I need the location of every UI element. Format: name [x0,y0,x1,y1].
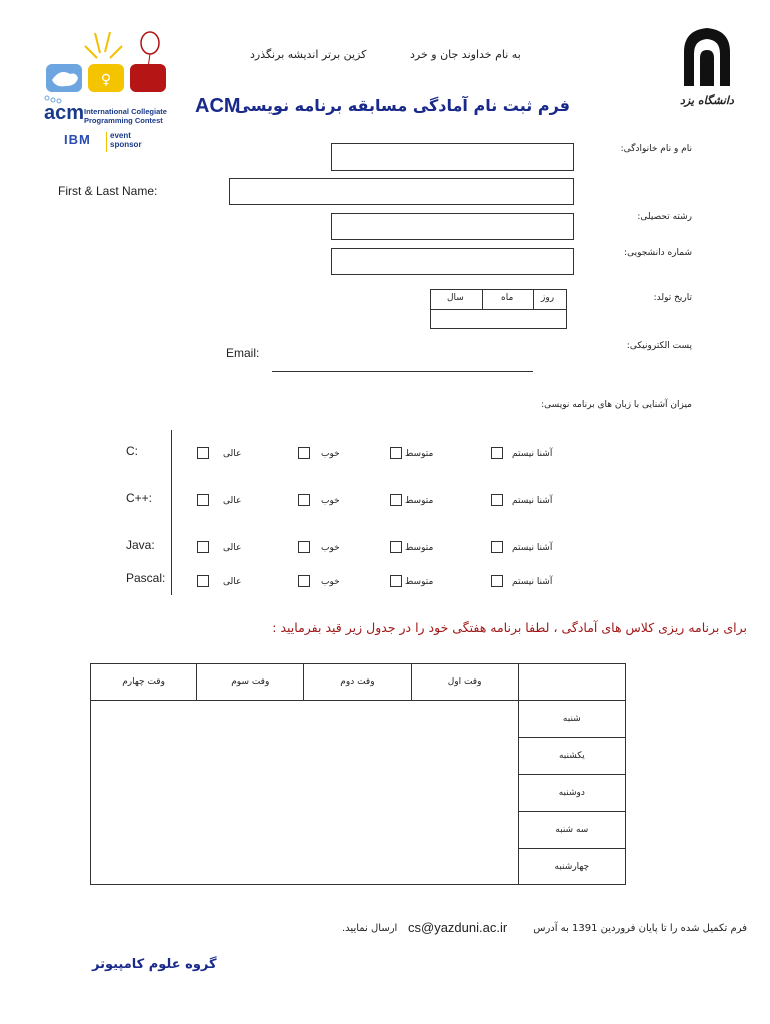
acm-logo [40,28,175,158]
pascal-average-checkbox[interactable] [390,575,402,587]
schedule-time-4: وقت چهارم [91,664,197,701]
java-not-familiar-checkbox[interactable] [491,541,503,553]
pascal-average-label: متوسط [405,577,434,587]
java-average-label: متوسط [405,543,434,553]
c-not-familiar-label: آشنا نیستم [512,449,553,459]
major-label: رشته تحصیلی: [637,212,692,222]
cpp-excellent-label: عالی [223,496,242,506]
full-name-en-label: First & Last Name: [58,184,158,198]
department-name: گروه علوم کامپیوتر [92,957,217,972]
acm-line2: Programming Contest [84,116,163,125]
page-title [195,93,570,123]
birth-year-header: سال [447,293,464,303]
schedule-entry-area[interactable] [91,701,519,885]
schedule-day-saturday: شنبه [518,701,625,738]
birth-date-label: تاریخ تولد: [653,293,692,303]
java-good-checkbox[interactable] [298,541,310,553]
lang-cpp-label: C++: [126,491,153,505]
major-input[interactable] [331,213,574,240]
birth-date-table [430,289,567,329]
java-not-familiar-label: آشنا نیستم [512,543,553,553]
pascal-not-familiar-checkbox[interactable] [491,575,503,587]
birth-date-input[interactable] [431,310,566,328]
ibm-logo: IBM [64,132,91,147]
acm-logo-graphic [40,28,175,108]
acm-wordmark: acm [44,102,85,124]
schedule-day-wednesday: چهارشنبه [518,849,625,885]
yazd-university-logo [676,24,738,114]
email-input-line[interactable] [272,371,533,372]
java-average-checkbox[interactable] [390,541,402,553]
cpp-good-label: خوب [321,496,340,506]
svg-text:♀: ♀ [100,72,112,88]
cpp-good-checkbox[interactable] [298,494,310,506]
yazd-emblem-graphic [676,24,738,94]
birth-date-col-divider-2 [533,290,534,309]
schedule-time-3: وقت سوم [197,664,304,701]
footer-send: ارسال نمایید. [342,923,398,934]
java-excellent-checkbox[interactable] [197,541,209,553]
email-fa-label: پست الکترونیکی: [626,341,692,351]
acm-line1: International Collegiate [84,107,167,116]
full-name-en-input[interactable] [229,178,574,205]
cpp-not-familiar-checkbox[interactable] [491,494,503,506]
student-id-label: شماره دانشجویی: [624,248,692,258]
c-excellent-label: عالی [223,449,242,459]
schedule-time-2: وقت دوم [304,664,411,701]
motto-left: کزین برتر اندیشه برنگذرد [250,48,367,61]
sponsor-divider [106,132,107,152]
schedule-day-tuesday: سه شنبه [518,812,625,849]
c-not-familiar-checkbox[interactable] [491,447,503,459]
skills-vertical-divider [171,430,172,595]
schedule-corner-cell [518,664,625,701]
birth-date-col-divider-1 [482,290,483,309]
student-id-input[interactable] [331,248,574,275]
full-name-fa-label: نام و نام خانوادگی: [620,144,692,154]
lang-c-label: C: [126,444,138,458]
java-good-label: خوب [321,543,340,553]
birth-day-header: روز [541,293,555,303]
c-excellent-checkbox[interactable] [197,447,209,459]
motto-right: به نام خداوند جان و خرد [410,48,521,61]
schedule-table [90,663,626,885]
cpp-excellent-checkbox[interactable] [197,494,209,506]
pascal-excellent-checkbox[interactable] [197,575,209,587]
schedule-time-1: وقت اول [411,664,518,701]
full-name-fa-input[interactable] [331,143,574,171]
birth-month-header: ماه [501,293,514,303]
cpp-average-label: متوسط [405,496,434,506]
yazd-university-text: دانشگاه یزد [680,94,734,107]
cpp-average-checkbox[interactable] [390,494,402,506]
lang-java-label: Java: [126,538,155,552]
email-en-label: Email: [226,346,260,360]
sponsor-line1: event [110,131,131,140]
schedule-day-sunday: یکشنبه [518,738,625,775]
footer-email: cs@yazduni.ac.ir [408,920,508,935]
pascal-good-label: خوب [321,577,340,587]
title-acm: ACM [195,95,241,117]
cpp-not-familiar-label: آشنا نیستم [512,496,553,506]
lang-pascal-label: Pascal: [126,571,166,585]
pascal-good-checkbox[interactable] [298,575,310,587]
schedule-day-monday: دوشنبه [518,775,625,812]
c-average-label: متوسط [405,449,434,459]
c-average-checkbox[interactable] [390,447,402,459]
skills-question: میزان آشنایی با زبان های برنامه نویسی: [541,400,692,410]
c-good-checkbox[interactable] [298,447,310,459]
c-good-label: خوب [321,449,340,459]
title-text: فرم ثبت نام آمادگی مسابقه برنامه نویسی [234,96,570,115]
pascal-not-familiar-label: آشنا نیستم [512,577,553,587]
schedule-instruction: برای برنامه ریزی کلاس های آمادگی ، لطفا برنامه هفتگی خود را در جدول زیر قید بفرمایید : [272,620,747,635]
footer-instruction: فرم تکمیل شده را تا پایان فروردین 1391 به آدرس [533,923,747,934]
pascal-excellent-label: عالی [223,577,242,587]
java-excellent-label: عالی [223,543,242,553]
sponsor-line2: sponsor [110,140,142,149]
